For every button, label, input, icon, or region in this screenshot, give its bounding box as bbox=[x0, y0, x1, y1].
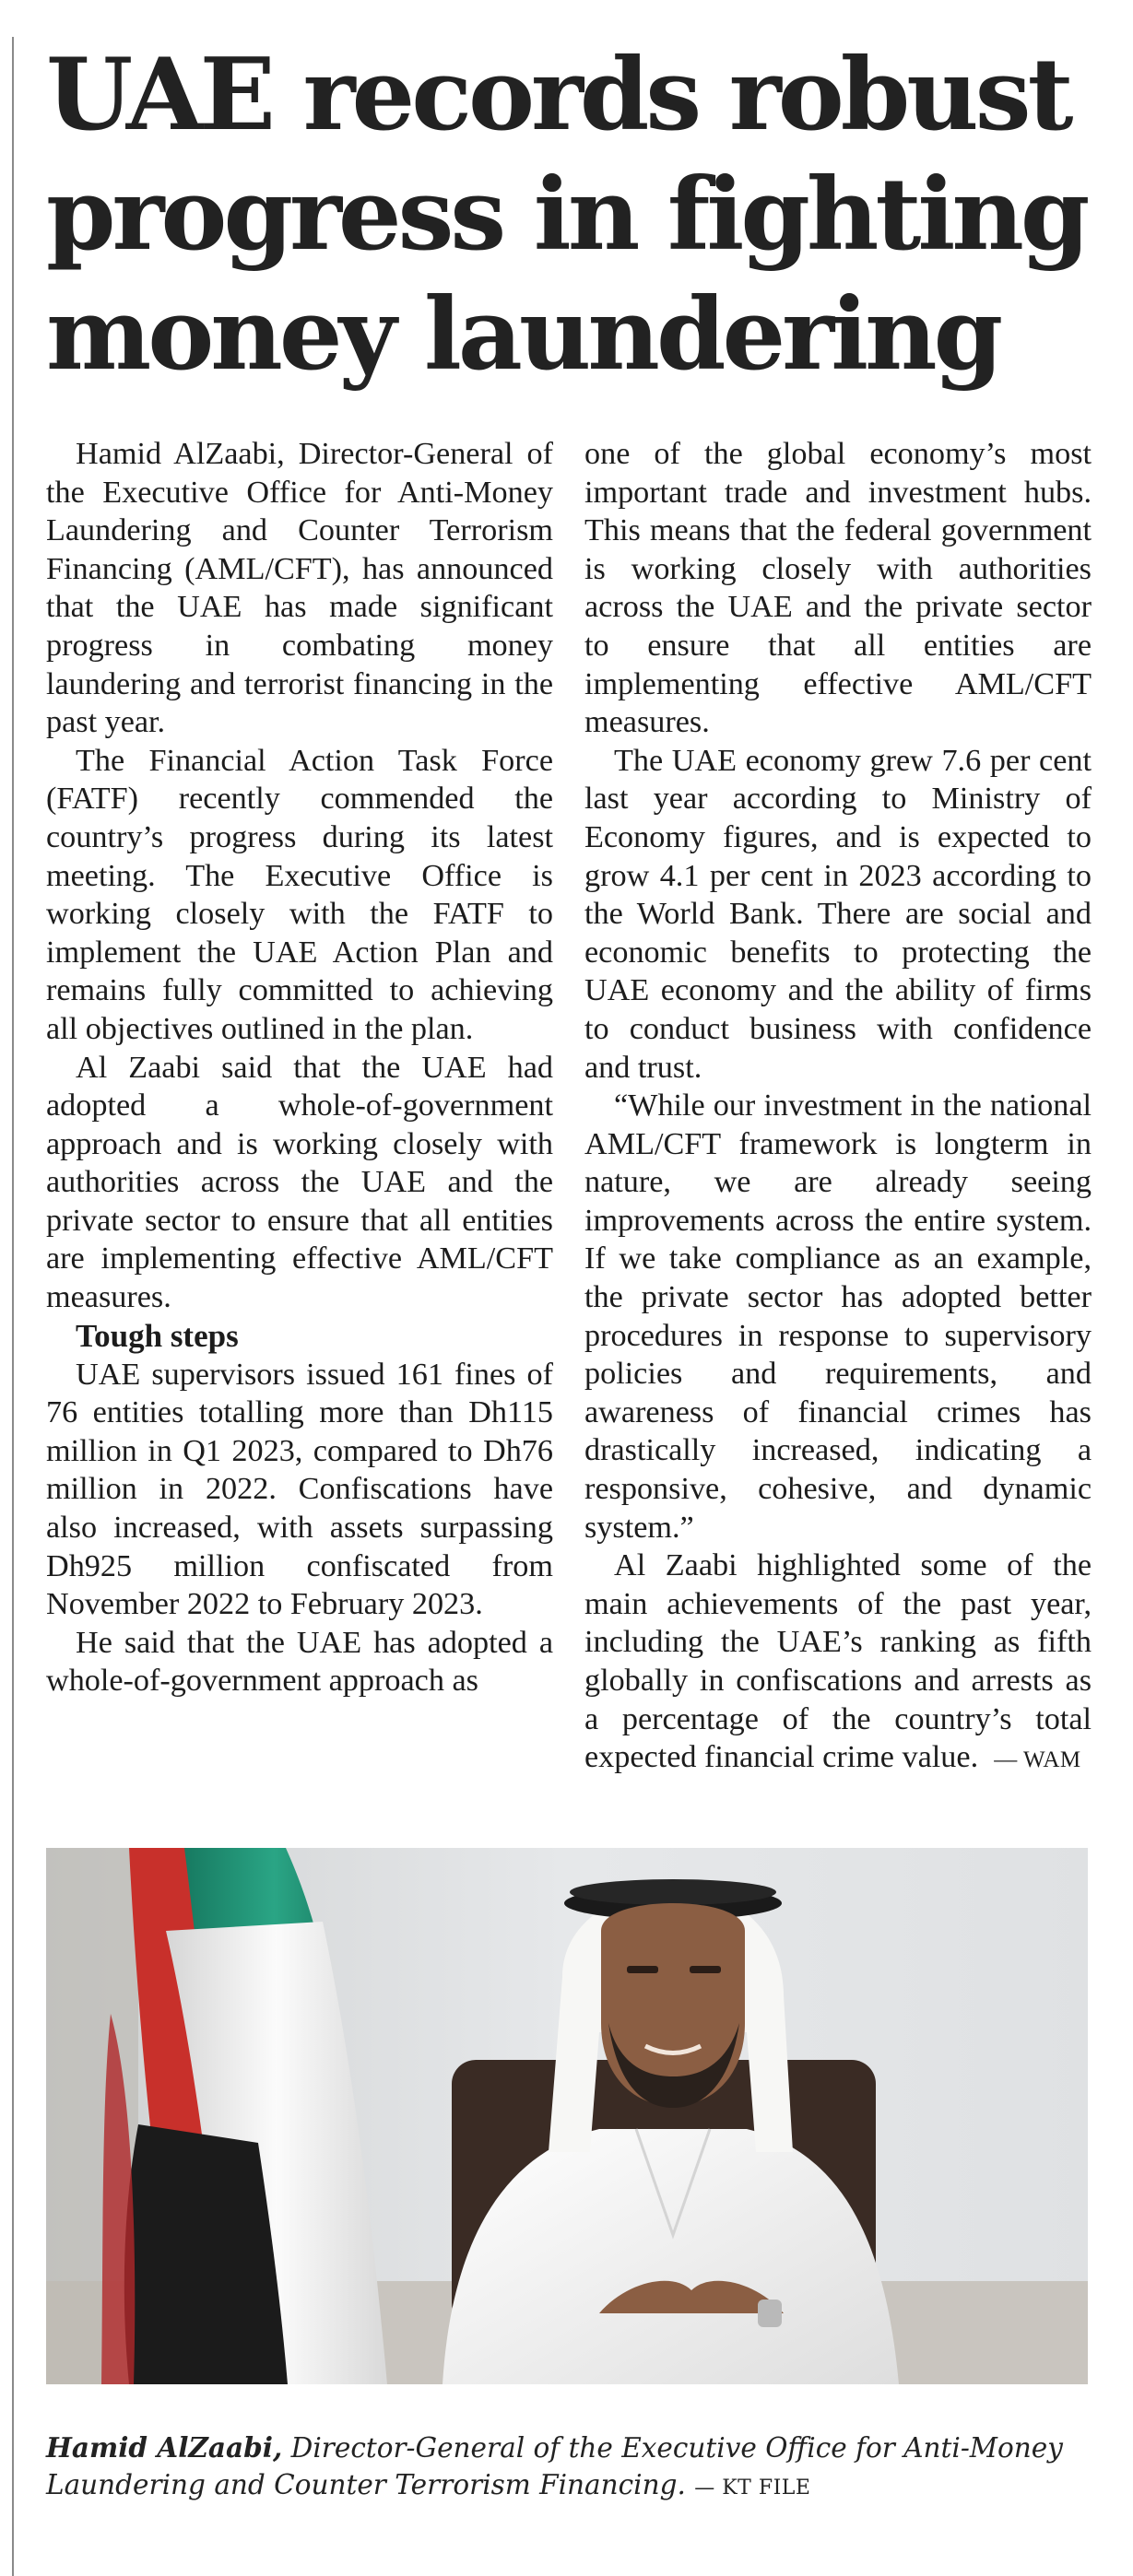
article-column-left bbox=[46, 435, 553, 1700]
paragraph: Al Zaabi said that the UAE had adopted a whole-of-government approach and is working closely with authorities across the UAE and the private sector to ensure that all entities are implementing effective AML/CFT measures. bbox=[46, 1050, 553, 1315]
paragraph bbox=[584, 1547, 1092, 1780]
column-rule bbox=[12, 37, 14, 2576]
wire-credit: — WAM bbox=[994, 1747, 1081, 1773]
paragraph: one of the global economy’s most important trade and investment hubs. This means that the federal government is working closely with authorities across the UAE and the private sector to ensure that all entities are implementing effective AML/CFT measures. bbox=[584, 437, 1092, 740]
photo-caption bbox=[46, 2429, 1097, 2507]
article-photo bbox=[46, 1848, 1088, 2384]
caption-credit: — KT FILE bbox=[694, 2476, 811, 2500]
portrait-illustration bbox=[46, 1848, 1088, 2384]
subheading: Tough steps bbox=[76, 1317, 239, 1354]
paragraph: The Financial Action Task Force (FATF) recently commended the country’s progress during its latest meeting. The Executive Office is working closely with the FATF to implement the UAE Action Plan and remains fully committed to achieving all objectives outlined in the plan. bbox=[46, 743, 553, 1046]
paragraph: He said that the UAE has adopted a whole-of-government approach as bbox=[46, 1625, 553, 1699]
paragraph: Hamid AlZaabi, Director-General of the Executive Office for Anti-Money Laundering and Counter Terrorism Financing (AML/CFT), has announced that the UAE has made significant progress in combating money laundering and terrorist financing in the past year. bbox=[46, 437, 553, 740]
paragraph: The UAE economy grew 7.6 per cent last year according to Ministry of Economy figures, and is expected to grow 4.1 per cent in 2023 according to the World Bank. There are social and economic benefits to protecting the UAE economy and the ability of firms to conduct business with confidence and trust. bbox=[584, 743, 1092, 1085]
caption-name: Hamid AlZaabi, bbox=[46, 2431, 283, 2464]
article-column-right bbox=[584, 435, 1092, 1780]
paragraph: UAE supervisors issued 161 fines of 76 entities totalling more than Dh115 million in Q1 2023, compared to Dh76 million in 2022. Confiscations have also increased, with assets surpassing Dh925 million confiscated from November 2022 to February 2023. bbox=[46, 1357, 553, 1622]
paragraph: “While our investment in the national AML/CFT framework is longterm in nature, we are already seeing improvements across the entire system. If we take compliance as an example, the private sector has adopted better procedures in response to supervisory policies and requirements, and awareness of financial crimes has drastically increased, indicating a responsive, cohesive, and dynamic system.” bbox=[584, 1088, 1092, 1545]
caption-text: Director-General of the Executive Office for Anti-Money Laundering and Counter Terrorism Financing. bbox=[46, 2432, 1063, 2500]
paragraph-text: Al Zaabi highlighted some of the main achievements of the past year, including the UAE’s ranking as fifth globally in confiscations and arrests as a percentage of the country’s total expected financial crime value. bbox=[584, 1548, 1092, 1775]
headline: UAE records robust progress in fighting money laundering bbox=[46, 37, 1087, 393]
